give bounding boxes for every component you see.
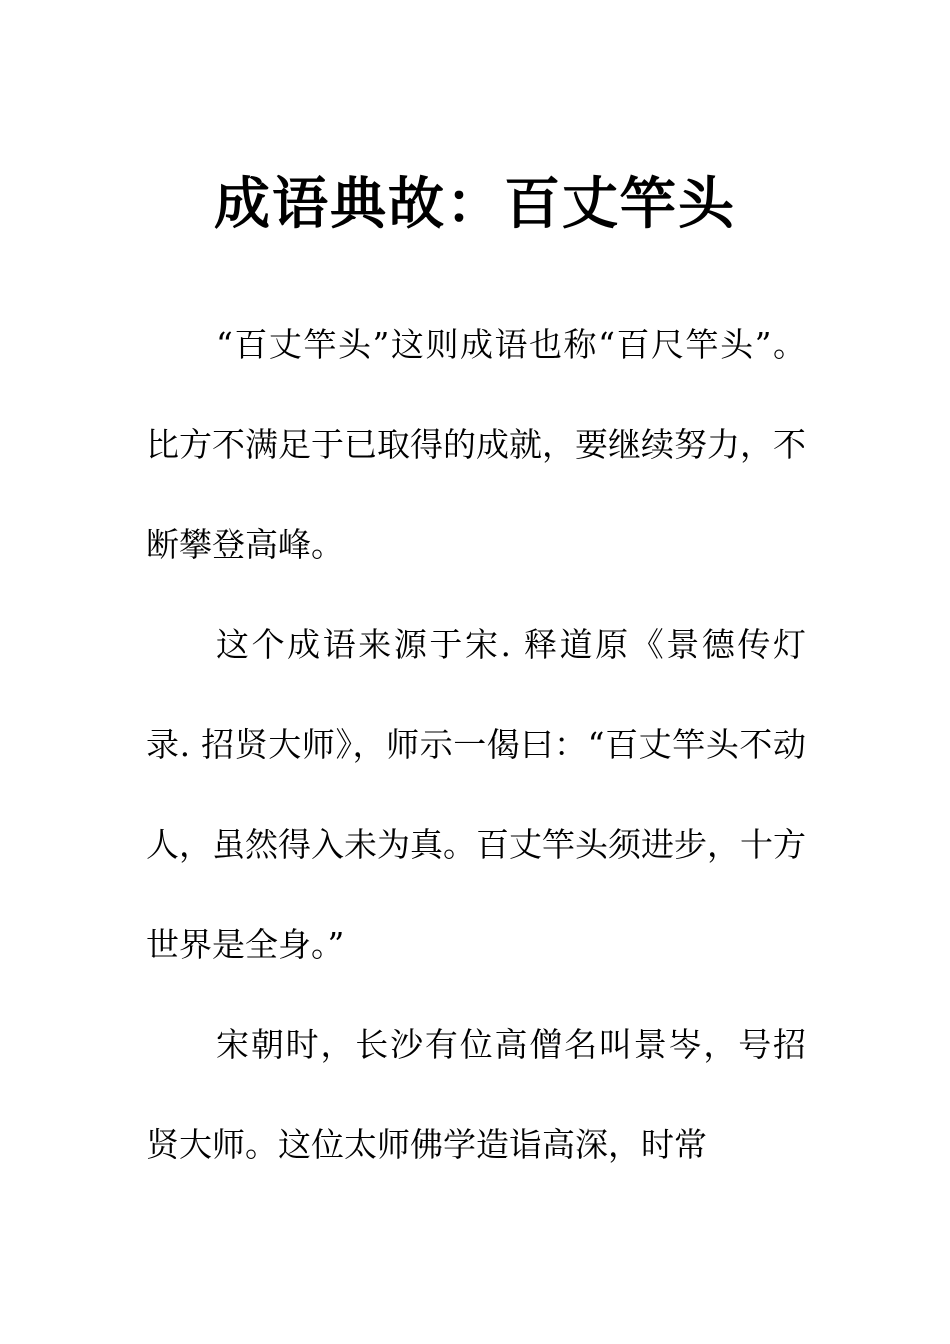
paragraph-origin: 这个成语来源于宋. 释道原《景德传灯录. 招贤大师》，师示一偈曰：“百丈竿头不动人，虽然得入未为真。百丈竿头须进步，十方世界是全身。” bbox=[146, 625, 806, 964]
document-title: 成语典故：百丈竿头 bbox=[214, 170, 736, 237]
paragraph-definition: “百丈竿头”这则成语也称“百尺竿头”。比方不满足于已取得的成就，要继续努力，不断攀登高峰。 bbox=[146, 325, 806, 564]
paragraph-story: 宋朝时，长沙有位高僧名叫景岑，号招贤大师。这位太师佛学造诣高深，时常 bbox=[146, 1025, 806, 1164]
document-body bbox=[146, 295, 806, 1195]
